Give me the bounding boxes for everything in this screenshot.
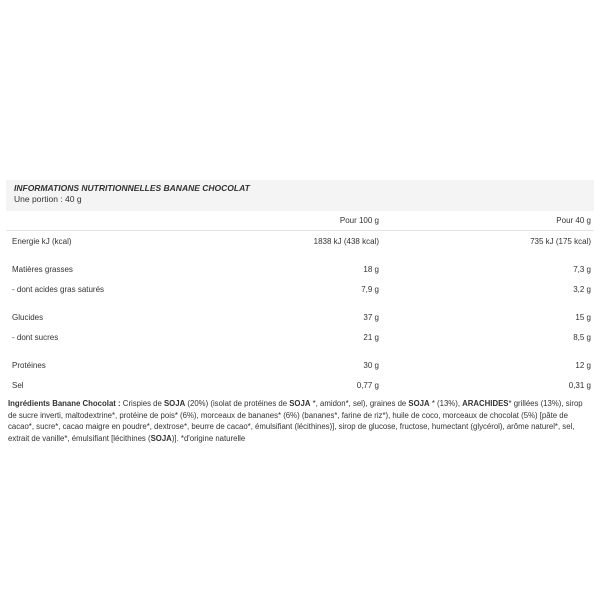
ingredient-bold-segment: ARACHIDES bbox=[462, 399, 509, 408]
column-header-40g: Pour 40 g bbox=[391, 211, 594, 231]
nutrient-label: Protéines bbox=[12, 360, 46, 370]
ingredient-segment: Crispies de bbox=[120, 399, 164, 408]
nutrition-panel bbox=[6, 180, 594, 444]
ingredient-bold-segment: Ingrédients Banane Chocolat : bbox=[8, 399, 121, 408]
value-per-40g: 7,3 g bbox=[573, 264, 591, 274]
nutrient-label: - dont sucres bbox=[12, 332, 59, 342]
nutrient-label: Matières grasses bbox=[12, 264, 73, 274]
ingredient-bold-segment: SOJA bbox=[150, 433, 172, 443]
column-header-100g: Pour 100 g bbox=[229, 211, 381, 231]
nutrient-label: Glucides bbox=[12, 312, 44, 322]
value-per-100g: 1838 kJ (438 kcal) bbox=[313, 236, 379, 246]
value-per-40g: 8,5 g bbox=[573, 332, 591, 342]
table-row bbox=[6, 327, 594, 347]
label-column-header bbox=[6, 211, 229, 231]
table-row bbox=[6, 355, 594, 375]
ingredient-bold-segment: SOJA bbox=[163, 399, 186, 408]
nutrition-header bbox=[6, 180, 594, 211]
nutrient-label: Energie kJ (kcal) bbox=[12, 236, 72, 246]
nutrient-label: - dont acides gras saturés bbox=[12, 284, 105, 294]
ingredient-bold-segment: SOJA bbox=[289, 399, 311, 408]
nutrition-table bbox=[6, 211, 594, 395]
ingredient-bold-segment: SOJA bbox=[408, 399, 430, 408]
value-per-100g: 18 g bbox=[363, 264, 379, 274]
portion-size: Une portion : 40 g bbox=[14, 194, 82, 204]
table-row bbox=[6, 279, 594, 299]
ingredient-segment: * grillées (13%), sirop de sucre inverti, maltodextrine*, protéine de pois* (6%), morceaux de bananes* (6%) (bananes*, farine de riz*), huile de coco, morceaux de chocolat (5%) [pâte de cacao*, sucre*, cacao maigre en poudre*, dextrose*, beurre de cacao*, émulsifiant (lécithines)], sirop de glucose, fructose, humectant (glycérol), arôme naturel*, sel, extrait de vanille*, émulsifiant [lécithines ( bbox=[8, 399, 583, 443]
table-row bbox=[6, 259, 594, 279]
ingredient-segment: *, amidon*, sel), graines de bbox=[310, 399, 409, 408]
value-per-100g: 30 g bbox=[363, 360, 379, 370]
value-per-40g: 735 kJ (175 kcal) bbox=[530, 236, 591, 246]
value-per-100g: 7,9 g bbox=[361, 284, 379, 294]
ingredient-segment: (20%) (isolat de protéines de bbox=[185, 399, 290, 408]
value-per-100g: 37 g bbox=[363, 312, 379, 322]
nutrition-title: INFORMATIONS NUTRITIONNELLES BANANE CHOCOLAT bbox=[14, 183, 250, 193]
value-per-40g: 12 g bbox=[575, 360, 591, 370]
table-row bbox=[6, 375, 594, 395]
ingredient-segment: * (13%), bbox=[429, 399, 463, 408]
ingredients-text bbox=[6, 395, 594, 444]
value-per-100g: 0,77 g bbox=[356, 380, 379, 390]
value-per-40g: 3,2 g bbox=[573, 284, 591, 294]
table-row bbox=[6, 231, 594, 252]
value-per-100g: 21 g bbox=[363, 332, 379, 342]
value-per-40g: 15 g bbox=[575, 312, 591, 322]
ingredient-segment: )]. *d'origine naturelle bbox=[171, 433, 246, 443]
table-row bbox=[6, 307, 594, 327]
nutrient-label: Sel bbox=[12, 380, 24, 390]
nutrition-rows bbox=[6, 231, 594, 396]
value-per-40g: 0,31 g bbox=[568, 380, 591, 390]
